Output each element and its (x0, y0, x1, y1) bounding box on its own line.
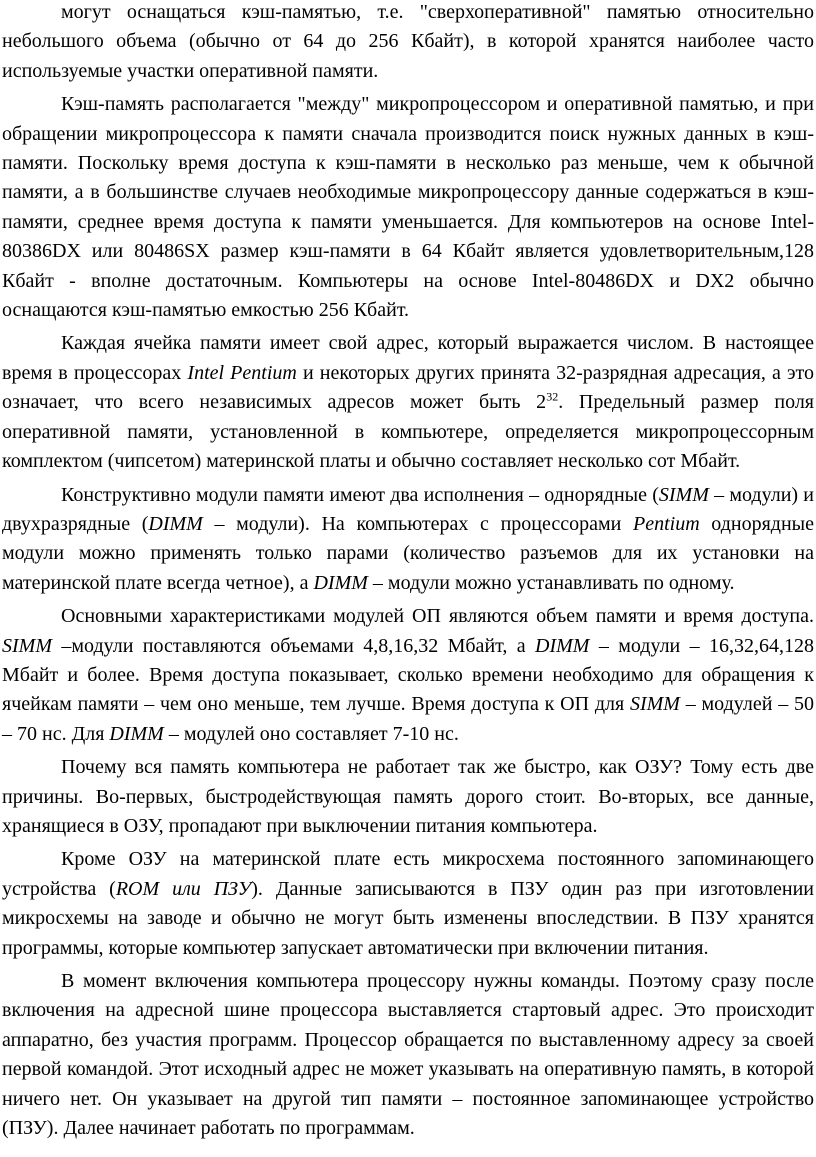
paragraph-rom (2, 845, 814, 963)
italic-term: Pentium (633, 512, 700, 535)
paragraph-memory-addressing (2, 329, 814, 476)
text-segment: однорядные модули можно применять только парами (количество разъемов для их установки на материнской плате всегда четное), а (2, 512, 814, 594)
paragraph-memory-modules (2, 481, 814, 599)
text-segment: Кроме ОЗУ на материнской плате есть микросхема постоянного запоминающего устройства ( (2, 848, 814, 900)
italic-term: DIMM (535, 634, 590, 657)
italic-term: ROM или ПЗУ (115, 877, 252, 900)
text-segment: В момент включения компьютера процессору нужны команды. Поэтому сразу после включения на адресной шине процессора выставляется стартовый адрес. Это происходит аппаратно, без участия программ. Процессор обращается по выставленному адресу за своей первой командой. Этот исходный адрес не может указывать на оперативную память, в которой ничего нет. Он указывает на другой тип памяти – постоянное запоминающее устройство (ПЗУ). Далее начинает работать по программам. (2, 970, 814, 1140)
text-segment: Кэш-память располагается "между" микропроцессором и оперативной памятью, и при обращении микропроцессора к памяти сначала производится поиск нужных данных в кэш-памяти. Поскольку время доступа к кэш-памяти в несколько раз меньше, чем к обычной памяти, а в большинстве случаев необходимые микропроцессору данные содержаться в кэш-памяти, среднее время доступа к памяти уменьшается. Для компьютеров на основе Intel-80386DX или 80486SX размер кэш-памяти в 64 Кбайт является удовлетворительным,128 Кбайт - вполне достаточным. Компьютеры на основе Intel-80486DX и DX2 обычно оснащаются кэш-памятью емкостью 256 Кбайт. (2, 93, 814, 322)
text-segment: – модулей оно составляет 7-10 нс. (163, 722, 459, 745)
text-segment: –модули поставляются объемами 4,8,16,32 Мбайт, а (51, 634, 536, 657)
paragraph-module-characteristics (2, 602, 814, 749)
paragraph-cache-location (2, 90, 814, 325)
text-segment: – модули – 16,32,64,128 Мбайт и более. Время доступа показывает, сколько времени необходимо для обращения к ячейкам памяти – чем оно меньше, тем лучше. Время доступа к ОП для (2, 634, 815, 716)
italic-term: DIMM (148, 512, 203, 535)
text-segment: Почему вся память компьютера не работает так же быстро, как ОЗУ? Тому есть две причины. Во-первых, быстродействующая память дорого стоит. Во-вторых, все данные, хранящиеся в ОЗУ, пропадают при выключении питания компьютера. (2, 756, 814, 837)
text-segment: могут оснащаться кэш-памятью, т.е. "сверхоперативной" памятью относительно небольшого объема (обычно от 64 до 256 Кбайт), в которой хранятся наиболее часто используемые участки оперативной памяти. (2, 1, 814, 82)
text-segment: – модули) и двухразрядные ( (2, 483, 814, 535)
text-segment: . Предельный размер поля оперативной памяти, установленной в компьютере, определяется микропроцессорным комплектом (чипсетом) материнской платы и обычно составляет несколько сот Мбайт. (2, 391, 814, 473)
paragraph-boot-process (2, 967, 814, 1143)
italic-term: SIMM (629, 693, 680, 716)
text-segment: – модули можно устанавливать по одному. (367, 571, 735, 594)
text-segment: и некоторых других принята 32-разрядная адресация, а это означает, что всего независимых адресов может быть 2 (2, 361, 815, 414)
text-segment: Каждая ячейка памяти имеет свой адрес, который выражается числом. В настоящее время в процессорах (2, 332, 814, 384)
superscript-exponent: 32 (546, 389, 559, 404)
text-segment: Основными характеристиками модулей ОП являются объем памяти и время доступа. (61, 605, 814, 628)
italic-term: SIMM (2, 634, 52, 657)
text-segment: – модулей – 50 – 70 нс. Для (2, 693, 815, 745)
text-segment: Конструктивно модули памяти имеют два исполнения – однорядные ( (61, 483, 659, 506)
text-segment: ). Данные записываются в ПЗУ один раз при изготовлении микросхемы на заводе и обычно не могут быть изменены впоследствии. В ПЗУ хранятся программы, которые компьютер запускает автоматически при включении питания. (2, 877, 814, 959)
paragraph-why-not-fast (2, 753, 814, 841)
italic-term: DIMM (109, 722, 164, 745)
italic-term: SIMM (658, 483, 709, 506)
text-segment: – модули). На компьютерах с процессорами (202, 512, 633, 535)
italic-term: Intel Pentium (187, 361, 297, 384)
paragraph-cache-intro (2, 0, 814, 86)
italic-term: DIMM (313, 571, 368, 594)
